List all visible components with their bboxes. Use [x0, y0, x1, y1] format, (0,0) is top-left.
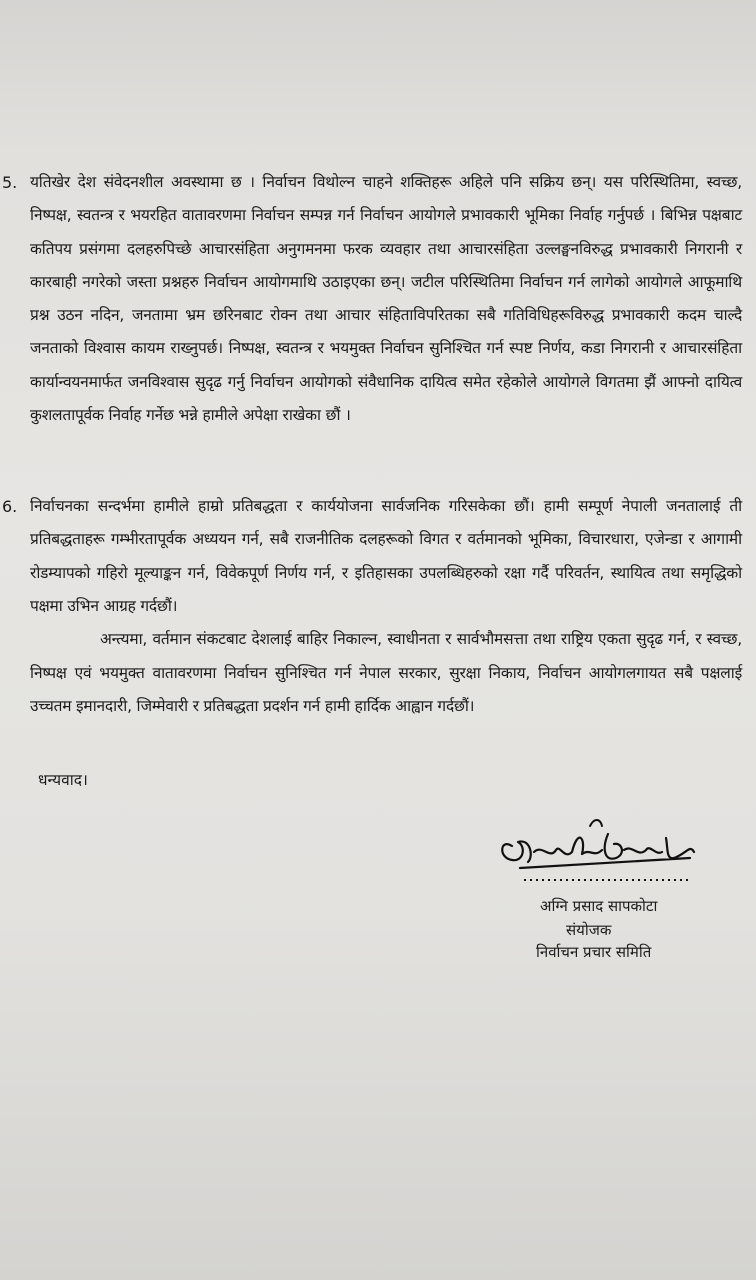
signatory-role: संयोजक — [566, 921, 612, 939]
item-text: निर्वाचनका सन्दर्भमा हामीले हाम्रो प्रतिबद्धता र कार्ययोजना सार्वजनिक गरिसकेका छौं। हामी सम्पूर्ण नेपाली जनतालाई ती प्रतिबद्धताहरू गम्भीरतापूर्वक अध्ययन गर्न, सबै राजनीतिक दलहरूको विगत र वर्तमानको भूमिका, विचारधारा, एजेन्डा र आगामी रोडम्यापको गहिरो मूल्याङ्कन गर्न, विवेकपूर्ण निर्णय गर्न, र इतिहासका उपलब्धिहरुको रक्षा गर्दै परिवर्तन, स्थायित्व तथा समृद्धिको पक्षमा उभिन आग्रह गर्दछौं। — [30, 497, 742, 615]
closing-paragraph: अन्त्यमा, वर्तमान संकटबाट देशलाई बाहिर निकाल्न, स्वाधीनता र सार्वभौमसत्ता तथा राष्ट्रिय एकता सुदृढ गर्न, र स्वच्छ, निष्पक्ष एवं भयमुक्त वातावरणमा निर्वाचन सुनिश्चित गर्न नेपाल सरकार, सुरक्षा निकाय, निर्वाचन आयोगलगायत सबै पक्षलाई उच्चतम इमानदारी, जिम्मेवारी र प्रतिबद्धता प्रदर्शन गर्न हामी हार्दिक आह्वान गर्दछौं। — [30, 630, 742, 715]
signatory-name: अग्नि प्रसाद सापकोटा — [540, 897, 658, 915]
signature-block — [490, 808, 720, 961]
thanks-text: धन्यवाद। — [38, 771, 88, 789]
item-number: 5. — [2, 173, 18, 192]
signatory-organization: निर्वाचन प्रचार समिति — [536, 943, 652, 961]
item-text: यतिखेर देश संवेदनशील अवस्थामा छ । निर्वाचन विथोल्न चाहने शक्तिहरू अहिले पनि सक्रिय छन्। यस परिस्थितिमा, स्वच्छ, निष्पक्ष, स्वतन्त्र र भयरहित वातावरणमा निर्वाचन सम्पन्न गर्न निर्वाचन आयोगले प्रभावकारी भूमिका निर्वाह गर्नुपर्छ । बिभिन्न पक्षबाट कतिपय प्रसंगमा दलहरुपिच्छे आचारसंहिता अनुगमनमा फरक व्यवहार तथा आचारसंहिता उल्लङ्घनविरुद्ध प्रभावकारी निगरानी र कारबाही नगरेको जस्ता प्रश्नहरु निर्वाचन आयोगमाथि उठाइएका छन्। जटील परिस्थितिमा निर्वाचन गर्न लागेको आयोगले आफूमाथि प्रश्न उठन नदिन, जनतामा भ्रम छरिनबाट रोक्न तथा आचार संहिताविपरितका सबै गतिविधिहरूविरुद्ध प्रभावकारी कदम चाल्दै जनताको विश्वास कायम राख्नुपर्छ। निष्पक्ष, स्वतन्त्र र भयमुक्त निर्वाचन सुनिश्चित गर्न स्पष्ट निर्णय, कडा निगरानी र आचारसंहिता कार्यान्वयनमार्फत जनविश्वास सुदृढ गर्नु निर्वाचन आयोगको संवैधानिक दायित्व समेत रहेकोले आयोगले विगतमा झैं आफ्नो दायित्व कुशलतापूर्वक निर्वाह गर्नेछ भन्ने हामीले अपेक्षा राखेका छौं । — [30, 173, 742, 425]
handwritten-signature — [490, 808, 720, 888]
item-number: 6. — [2, 497, 18, 516]
